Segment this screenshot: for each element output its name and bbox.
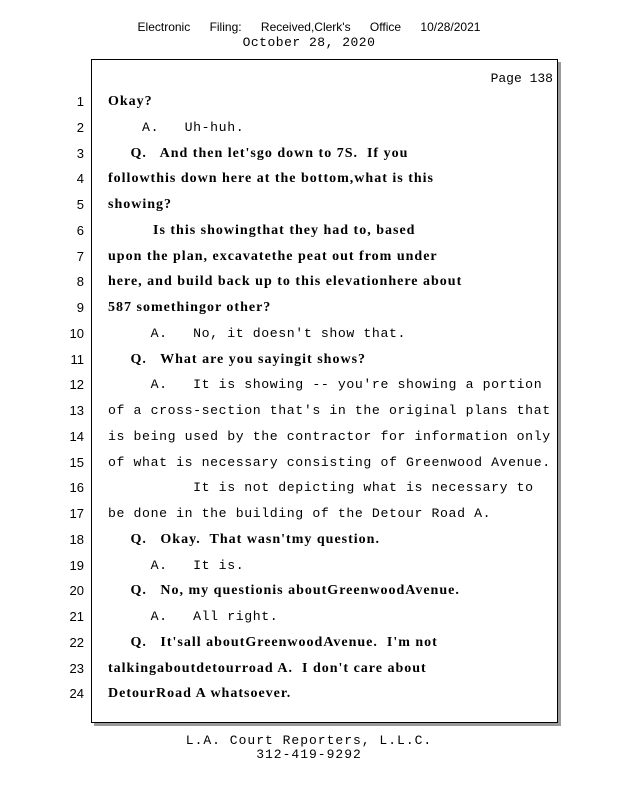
transcript-line xyxy=(0,504,618,524)
line-text: Okay? xyxy=(108,94,153,109)
line-text: Q. No, my questionis aboutGreenwoodAvenue. xyxy=(108,583,460,599)
line-text: It is not depicting what is necessary to xyxy=(108,480,534,496)
line-text: Is this showingthat they had to, based xyxy=(108,222,416,238)
line-number: 12 xyxy=(69,377,84,393)
line-number: 20 xyxy=(69,583,84,599)
line-text: A. It is. xyxy=(108,557,245,573)
line-number: 1 xyxy=(76,94,84,109)
filing-word-received: Received,Clerk's xyxy=(260,20,351,34)
line-number: 4 xyxy=(76,171,84,187)
transcript-line xyxy=(0,169,618,189)
line-text: of what is necessary consisting of Greenwood Avenue. xyxy=(108,454,551,470)
transcript-line xyxy=(0,272,618,292)
line-number: 15 xyxy=(69,454,84,470)
line-number: 9 xyxy=(76,300,84,315)
line-number: 10 xyxy=(69,325,84,341)
line-number: 6 xyxy=(76,222,84,238)
line-number: 16 xyxy=(69,480,84,496)
line-text: Q. And then let'sgo down to 7S. If you xyxy=(108,145,409,161)
transcript-line xyxy=(0,375,618,395)
transcript-line xyxy=(0,118,618,138)
line-text: talkingaboutdetourroad A. I don't care about xyxy=(108,660,427,676)
line-number: 11 xyxy=(70,351,84,367)
transcript-line xyxy=(0,195,618,215)
line-text: be done in the building of the Detour Road A. xyxy=(108,506,492,521)
line-text: 587 somethingor other? xyxy=(108,300,272,315)
line-number: 18 xyxy=(69,531,84,547)
line-text: A. Uh-huh. xyxy=(108,119,245,135)
line-text: Q. It'sall aboutGreenwoodAvenue. I'm not xyxy=(108,634,438,650)
deposition-date: October 28, 2020 xyxy=(242,35,376,50)
transcript-line xyxy=(0,247,618,267)
transcript-line xyxy=(0,324,618,344)
line-number: 3 xyxy=(76,145,84,161)
line-text: showing? xyxy=(108,197,173,212)
transcript-line xyxy=(0,144,618,164)
reporter-phone: 312-419-9292 xyxy=(256,747,362,762)
line-number: 7 xyxy=(76,248,84,264)
transcript-line xyxy=(0,427,618,447)
transcript-line xyxy=(0,350,618,370)
line-text: A. It is showing -- you're showing a portion xyxy=(108,377,543,393)
transcript-line xyxy=(0,478,618,498)
reporter-company: L.A. Court Reporters, L.L.C. xyxy=(185,733,433,748)
transcript-line xyxy=(0,298,618,318)
line-text: is being used by the contractor for information only xyxy=(108,428,551,444)
line-number: 8 xyxy=(76,274,84,290)
transcript-line xyxy=(0,556,618,576)
filing-date: 10/28/2021 xyxy=(420,20,481,34)
transcript-line xyxy=(0,607,618,627)
line-number: 14 xyxy=(69,428,84,444)
line-text: upon the plan, excavatethe peat out from under xyxy=(108,248,438,264)
transcript-line xyxy=(0,92,618,112)
line-text: followthis down here at the bottom,what is this xyxy=(108,171,434,187)
transcript-line xyxy=(0,453,618,473)
filing-word-filing: Filing: xyxy=(209,20,242,34)
line-number: 17 xyxy=(69,506,84,521)
line-text: of a cross-section that's in the original plans that xyxy=(108,403,551,418)
transcript-line xyxy=(0,684,618,704)
line-text: Q. What are you sayingit shows? xyxy=(108,351,367,367)
line-text: DetourRoad A whatsoever. xyxy=(108,686,292,702)
transcript-line xyxy=(0,581,618,601)
line-number: 24 xyxy=(69,686,84,702)
line-number: 5 xyxy=(76,197,84,212)
transcript-line xyxy=(0,659,618,679)
transcript-line xyxy=(0,530,618,550)
line-number: 23 xyxy=(69,660,84,676)
transcript-line xyxy=(0,221,618,241)
line-number: 19 xyxy=(69,557,84,573)
filing-word-electronic: Electronic xyxy=(137,20,191,34)
line-text: Q. Okay. That wasn'tmy question. xyxy=(108,531,380,547)
line-number: 2 xyxy=(76,119,84,135)
filing-stamp xyxy=(0,20,618,34)
line-number: 21 xyxy=(69,609,84,624)
page-number: Page 138 xyxy=(490,71,553,86)
line-text: A. No, it doesn't show that. xyxy=(108,325,406,341)
line-text: here, and build back up to this elevationhere about xyxy=(108,274,463,290)
transcript-line xyxy=(0,633,618,653)
line-number: 13 xyxy=(69,403,84,418)
line-text: A. All right. xyxy=(108,609,279,624)
transcript-line xyxy=(0,401,618,421)
filing-word-office: Office xyxy=(369,20,402,34)
line-number: 22 xyxy=(69,634,84,650)
